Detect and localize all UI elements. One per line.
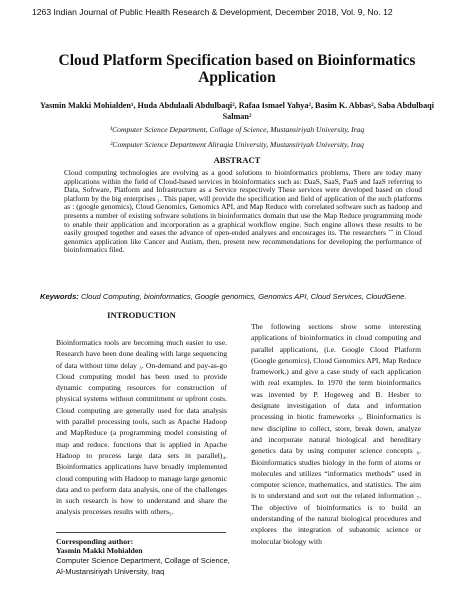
introduction-left-column: Bioinformatics tools are becoming much easier to use. Research have been done dealing with large sequencing of data without time delay ₃. On-demand and pay-as-go Cloud computing model has been used to provide dynamic computing resources for construction of physical systems without commitment or upfront costs. Cloud computing are generally used for data analysis with parallel processing tools, such as Apache Hadoop and MapReduce (a programming model consisting of map and reduce. functions that is applied in Apache Hadoop to process large data sets in parallel)₄. Bioinformatics applications have broadly implemented cloud computing with Hadoop to manage large genomic data and to perform data analysis, one of the challenges in such research is how to understand and share the analysis processes results with others₅. <box>56 338 227 517</box>
corresponding-author-affiliation: Computer Science Department, Collage of Science, Al-Mustansiriyah University, Iraq <box>56 556 230 576</box>
corresponding-author-name: Yasmin Makki Mohialden <box>56 546 143 555</box>
keywords-values: Cloud Computing, bioinformatics, Google genomics, Genomics API, Cloud Services, CloudGene. <box>78 292 407 301</box>
keywords-label: Keywords: <box>40 292 79 301</box>
author-list: Yasmin Makki Mohialden¹, Huda Abdulaali Abdulbaqi², Rafaa Ismael Yahya², Basim K. Abbas², Saba Abdulbaqi Salman² <box>40 101 434 121</box>
corresponding-author-label: Corresponding author: <box>56 537 134 546</box>
affiliation-2: ²Computer Science Department Aliraqia University, Mustansiriyah University, Iraq <box>110 140 364 149</box>
footnote-divider <box>56 532 226 533</box>
abstract-text: Cloud computing technologies are evolving as a good solutions to bioinformatics problems, There are today many applications within the field of Cloud-based services in bioinformatics such as: DaaS, SaaS, PaaS and IaaS referring to Data, Software, Platform and Infrastructure as a Service respectively These services were developed based on cloud platform by the big enterprises ₁. This paper, will provide the specification and field of application of the such platforms as : (google genomics), Cloud Genomics, Genomics API, and Map Reduce with correlated software such as hadoop and presents a number of existing software solutions in bioinformatics domain that use the Map Reduce programming mode to enable their application and incorporation as a graphical workflow engine. Such engine allows these results to be easily grouped together and eases the advance of open-ended analyses and encourages its. The researchers ˆˆ in Cloud genomics application like Cancer and Autism, then, present new recommendations for developing the performance of bioinformatics filed. <box>64 168 422 255</box>
affiliation-1: ¹Computer Science Department, Collage of Science, Mustansiriyah University, Iraq <box>109 125 365 134</box>
introduction-right-column: The following sections show some interesting applications of bioinformatics in cloud computing and parallel applications, (i.e. Google Cloud Platform (Google genomics), Cloud Genomics API, Map Reduce framework,) and give a case study of each application with real examples. In 1970 the term bioinformatics was invented by P. Hogeweg and B. Hesber to designate investigation of data and information processing in biotic frameworks ₅. Bioinformatics is new discipline to collect, store, break down, analyze and incorporate natural biological and hereditary genetics data by using computer science concepts ₆. Bioinformatics studies biology in the form of atoms or molecules and utilizes “informatics methods” used in computer science, mathematics, and statistics. The aim is to understand and sort out the related information ₇. The objective of bioinformatics is to build an understanding of the natural biological procedures and explores the integration of subatomic science or molecular biology with <box>251 322 421 546</box>
running-header: 1263 Indian Journal of Public Health Research & Development, December 2018, Vol. 9, No. 12 <box>32 7 393 17</box>
paper-title: Cloud Platform Specification based on Bioinformatics Application <box>58 52 416 86</box>
abstract-heading: ABSTRACT <box>213 155 261 165</box>
keywords-line <box>40 292 460 301</box>
introduction-heading: INTRODUCTION <box>107 310 176 320</box>
